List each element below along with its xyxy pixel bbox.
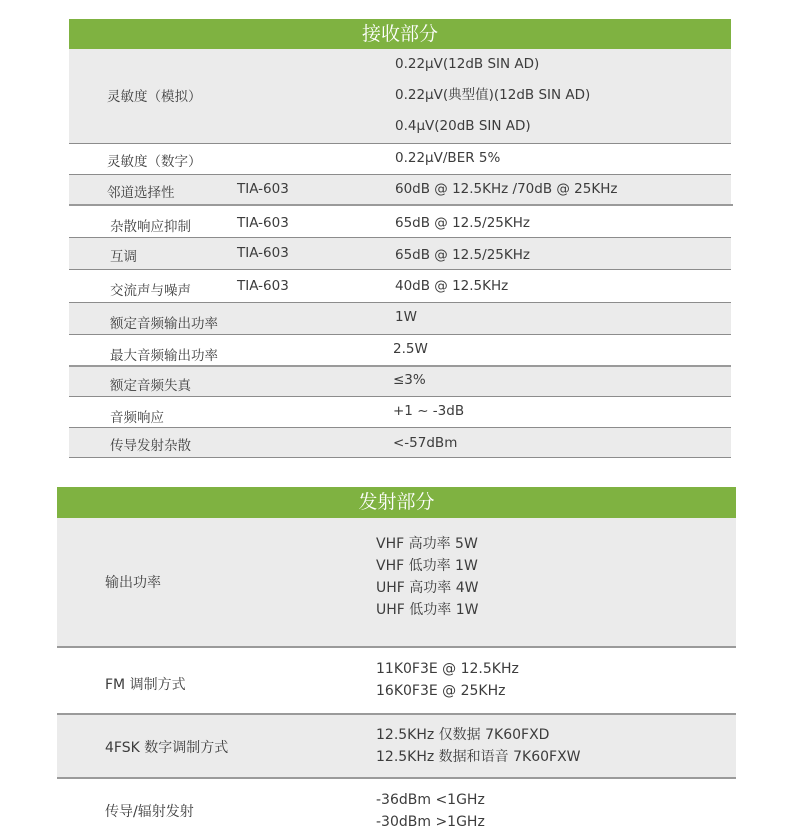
param-label: 灵敏度（模拟） — [107, 89, 202, 105]
param-value: 40dB @ 12.5KHz — [395, 278, 509, 294]
param-value: 12.5KHz 仅数据 7K60FXD — [376, 727, 550, 743]
transmit-section-header — [57, 487, 736, 518]
test-standard: TIA-603 — [237, 278, 289, 294]
param-value: UHF 低功率 1W — [376, 602, 479, 618]
param-value: 12.5KHz 数据和语音 7K60FXW — [376, 749, 581, 765]
table-row — [69, 238, 731, 269]
param-label: 灵敏度（数字） — [107, 154, 202, 170]
param-value: VHF 低功率 1W — [376, 558, 478, 574]
param-label: 输出功率 — [105, 575, 161, 591]
param-label: 最大音频输出功率 — [110, 348, 218, 364]
table-row — [69, 428, 731, 457]
param-value: -30dBm >1GHz — [376, 814, 485, 830]
param-value: -36dBm <1GHz — [376, 792, 485, 808]
param-value: 0.22μV(典型值)(12dB SIN AD) — [395, 87, 591, 103]
param-label: 4FSK 数字调制方式 — [105, 740, 229, 756]
param-value: 2.5W — [393, 341, 428, 357]
table-row — [57, 648, 736, 713]
param-value: 60dB @ 12.5KHz /70dB @ 25KHz — [395, 181, 618, 197]
param-label: 互调 — [110, 249, 137, 265]
param-value: 0.22μV/BER 5% — [395, 150, 501, 166]
param-label: 邻道选择性 — [107, 185, 175, 201]
param-value: 16K0F3E @ 25KHz — [376, 683, 506, 699]
row-divider — [69, 204, 733, 206]
table-row — [57, 518, 736, 646]
transmit-section-title: 发射部分 — [358, 491, 435, 513]
table-row — [69, 397, 731, 427]
table-row — [69, 335, 731, 365]
test-standard: TIA-603 — [237, 181, 289, 197]
receive-section-title: 接收部分 — [361, 23, 438, 45]
param-value: <-57dBm — [393, 435, 458, 451]
param-label: 传导发射杂散 — [110, 438, 191, 454]
param-label: 传导/辐射发射 — [105, 804, 194, 820]
param-value: UHF 高功率 4W — [376, 580, 479, 596]
param-label: FM 调制方式 — [105, 677, 186, 693]
param-value: 11K0F3E @ 12.5KHz — [376, 661, 519, 677]
param-label: 杂散响应抑制 — [110, 219, 191, 235]
receive-section-header — [69, 19, 731, 49]
table-row — [69, 144, 731, 174]
param-value: 1W — [395, 309, 417, 325]
table-row — [57, 779, 736, 829]
table-row — [69, 270, 731, 302]
param-value: +1 ~ -3dB — [393, 403, 465, 419]
param-value: ≤3% — [393, 372, 426, 388]
test-standard: TIA-603 — [237, 245, 289, 261]
param-label: 额定音频输出功率 — [110, 316, 218, 332]
param-value: 65dB @ 12.5/25KHz — [395, 247, 530, 263]
table-row — [69, 49, 731, 143]
param-value: VHF 高功率 5W — [376, 536, 478, 552]
table-row — [69, 303, 731, 334]
param-value: 0.22μV(12dB SIN AD) — [395, 56, 540, 72]
param-label: 音频响应 — [110, 410, 164, 426]
table-row — [69, 207, 731, 237]
row-divider — [69, 457, 731, 458]
table-row — [69, 367, 731, 396]
param-label: 交流声与噪声 — [110, 283, 191, 299]
param-value: 65dB @ 12.5/25KHz — [395, 215, 530, 231]
param-value: 0.4μV(20dB SIN AD) — [395, 118, 531, 134]
table-row — [57, 715, 736, 777]
param-label: 额定音频失真 — [110, 378, 191, 394]
test-standard: TIA-603 — [237, 215, 289, 231]
table-row — [69, 175, 731, 204]
